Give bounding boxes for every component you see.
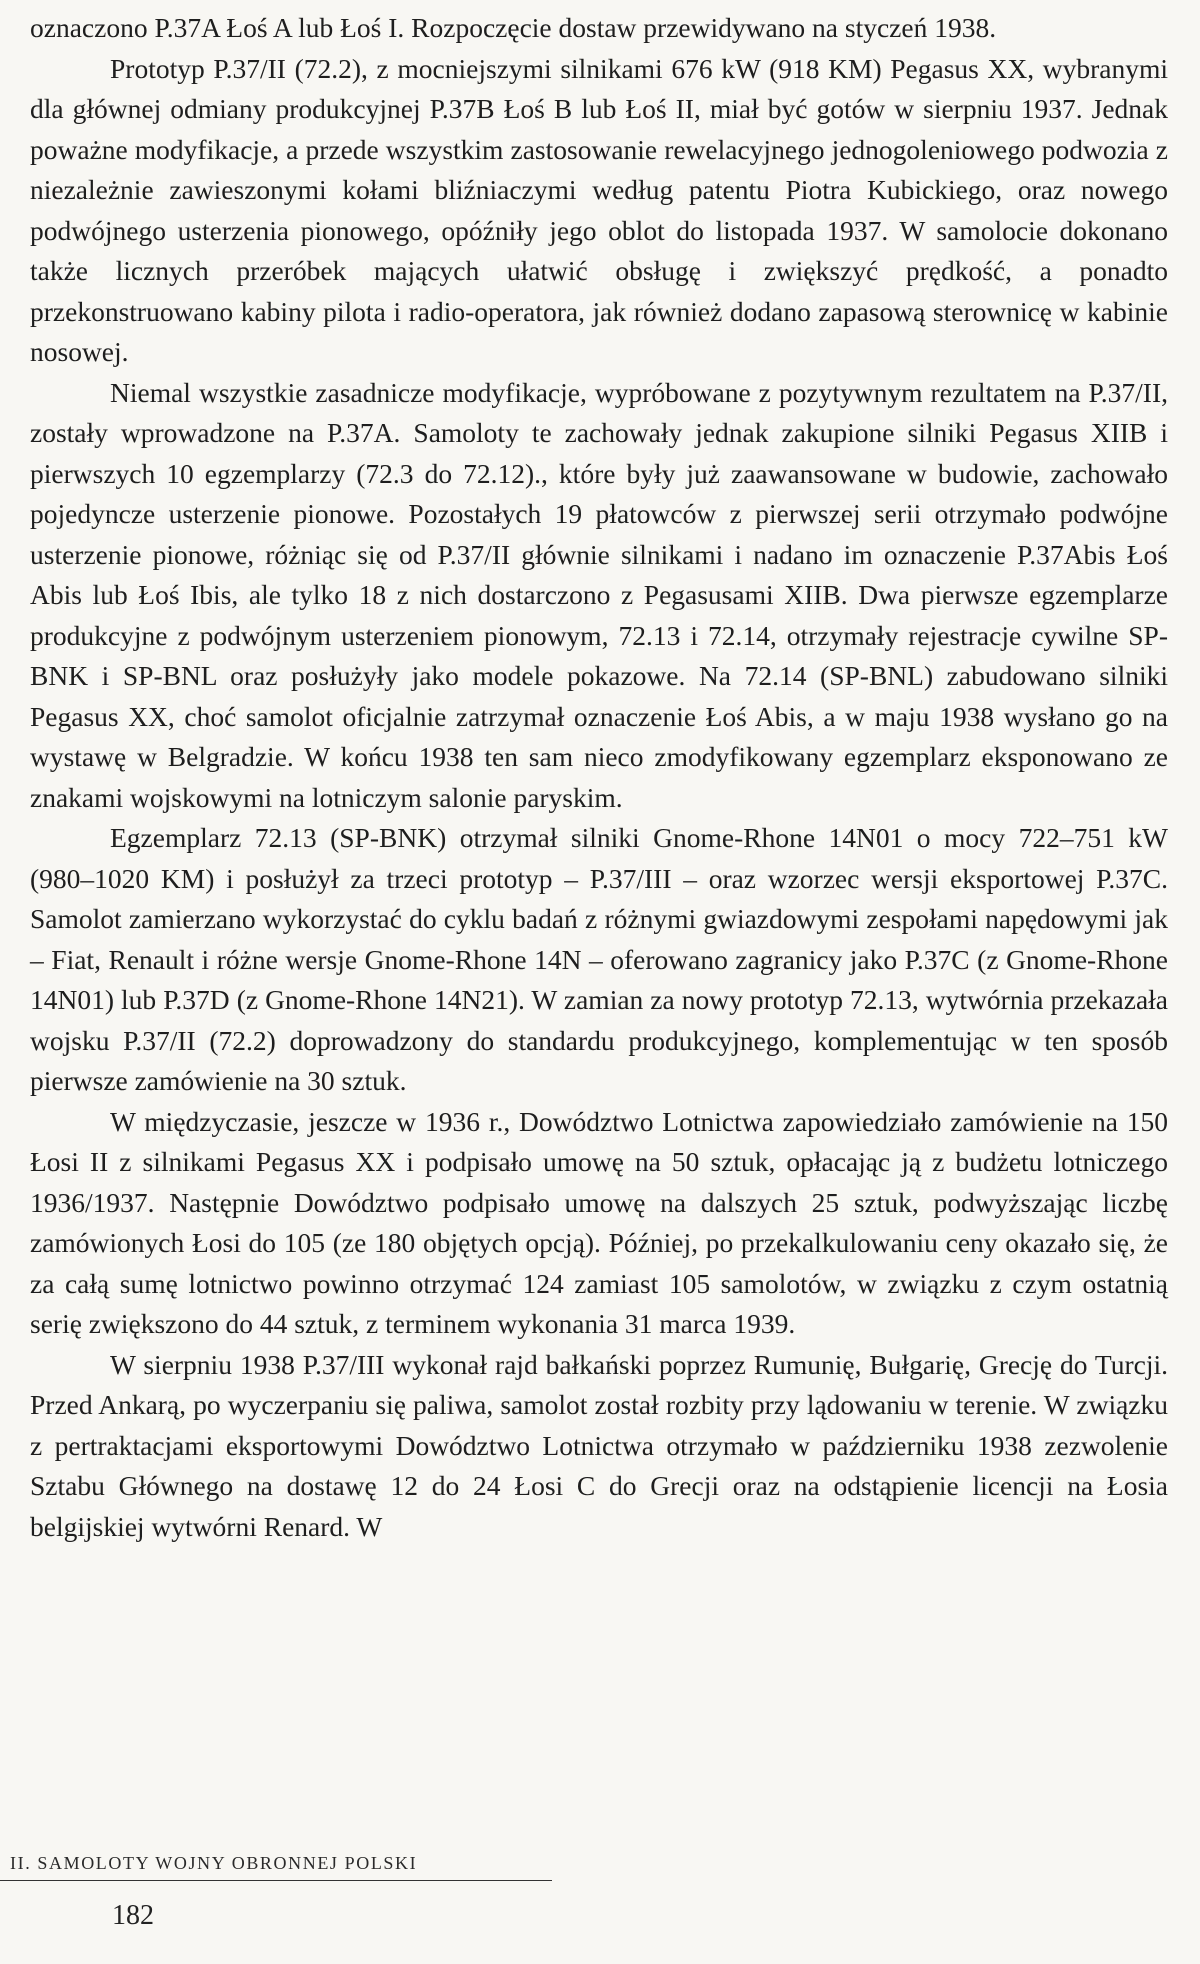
paragraph-prototype-p37-iii: Egzemplarz 72.13 (SP-BNK) otrzymał silniki Gnome-Rhone 14N01 o mocy 722–751 kW (980–1020 KM) i posłużył za trzeci prototyp – P.37/III – oraz wzorzec wersji eksportowej P.37C. Samolot zamierzano wykorzystać do cyklu badań z różnymi gwiazdowymi zespołami napędowymi jak – Fiat, Renault i różne wersje Gnome-Rhone 14N – oferowano zagranicy jako P.37C (z Gnome-Rhone 14N01) lub P.37D (z Gnome-Rhone 14N21). W zamian za nowy prototyp 72.13, wytwórnia przekazała wojsku P.37/II (72.2) doprowadzony do standardu produkcyjnego, komplementując w ten sposób pierwsze zamówienie na 30 sztuk. xyxy=(30,822,1168,1096)
running-head: II. SAMOLOTY WOJNY OBRONNEJ POLSKI xyxy=(10,1853,418,1873)
footer-rule xyxy=(0,1880,552,1881)
paragraph-continuation: oznaczono P.37A Łoś A lub Łoś I. Rozpoczęcie dostaw przewidywano na styczeń 1938. xyxy=(30,12,997,43)
page-number: 182 xyxy=(112,1900,154,1931)
paragraph-orders: W międzyczasie, jeszcze w 1936 r., Dowództwo Lotnictwa zapowiedziało zamówienie na 150 Łosi II z silnikami Pegasus XX i podpisało umowę na 50 sztuk, opłacając ją z budżetu lotniczego 1936/1937. Następnie Dowództwo podpisało umowę na dalszych 25 sztuk, podwyższając liczbę zamówionych Łosi do 105 (ze 180 objętych opcją). Później, po przekalkulowaniu ceny okazało się, że za całą sumę lotnictwo powinno otrzymać 124 zamiast 105 samolotów, w związku z czym ostatnią serię zwiększono do 44 sztuk, z terminem wykonania 31 marca 1939. xyxy=(30,1105,1168,1339)
body-text xyxy=(30,8,1168,1547)
paragraph-modifications: Niemal wszystkie zasadnicze modyfikacje, wypróbowane z pozytywnym rezultatem na P.37/II, zostały wprowadzone na P.37A. Samoloty te zachowały jednak zakupione silniki Pegasus XIIB i pierwszych 10 egzemplarzy (72.3 do 72.12)., które były już zaawansowane w budowie, zachowało pojedyncze usterzenie pionowe. Pozostałych 19 płatowców z pierwszej serii otrzymało podwójne usterzenie pionowe, różniąc się od P.37/II głównie silnikami i nadano im oznaczenie P.37Abis Łoś Abis lub Łoś Ibis, ale tylko 18 z nich dostarczono z Pegasusami XIIB. Dwa pierwsze egzemplarze produkcyjne z podwójnym usterzeniem pionowym, 72.13 i 72.14, otrzymały rejestracje cywilne SP-BNK i SP-BNL oraz posłużyły jako modele pokazowe. Na 72.14 (SP-BNL) zabudowano silniki Pegasus XX, choć samolot oficjalnie zatrzymał oznaczenie Łoś Abis, a w maju 1938 wysłano go na wystawę w Belgradzie. W końcu 1938 ten sam nieco zmodyfikowany egzemplarz eksponowano ze znakami wojskowymi na lotniczym salonie paryskim. xyxy=(30,376,1168,813)
paragraph-balkan-flight: W sierpniu 1938 P.37/III wykonał rajd bałkański poprzez Rumunię, Bułgarię, Grecję do Turcji. Przed Ankarą, po wyczerpaniu się paliwa, samolot został rozbity przy lądowaniu w terenie. W związku z pertraktacjami eksportowymi Dowództwo Lotnictwa otrzymało w październiku 1938 zezwolenie Sztabu Głównego na dostawę 12 do 24 Łosi C do Grecji oraz na odstąpienie licencji na Łosia belgijskiej wytwórni Renard. W xyxy=(30,1348,1168,1542)
paragraph-prototype-p37-ii: Prototyp P.37/II (72.2), z mocniejszymi silnikami 676 kW (918 KM) Pegasus XX, wybranymi dla głównej odmiany produkcyjnej P.37B Łoś B lub Łoś II, miał być gotów w sierpniu 1937. Jednak poważne modyfikacje, a przede wszystkim zastosowanie rewelacyjnego jednogoleniowego podwozia z niezależnie zawieszonymi kołami bliźniaczymi według patentu Piotra Kubickiego, oraz nowego podwójnego usterzenia pionowego, opóźniły jego oblot do listopada 1937. W samolocie dokonano także licznych przeróbek mających ułatwić obsługę i zwiększyć prędkość, a ponadto przekonstruowano kabiny pilota i radio-operatora, jak również dodano zapasową sterownicę w kabinie nosowej. xyxy=(30,52,1168,367)
